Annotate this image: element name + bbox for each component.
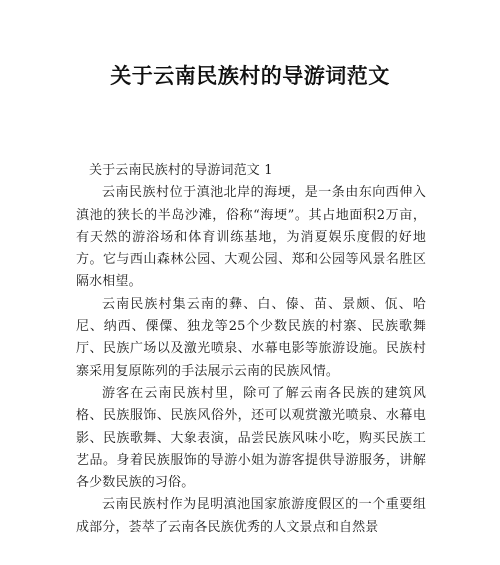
paragraph-location: 云南民族村位于滇池北岸的海埂，是一条由东向西伸入滇池的狭长的半岛沙滩，俗称“海埂”。其占地面积2万亩，有天然的游浴场和体育训练基地，为消夏娱乐度假的好地方。它与西山森林公园、大观公园、郑和公园等风景名胜区隔水相望。 [76, 185, 426, 290]
paragraph-resort-component: 云南民族村作为昆明滇池国家旅游度假区的一个重要组成部分，荟萃了云南各民族优秀的人文景点和自然景 [76, 497, 426, 535]
page-title: 关于云南民族村的导游词范文 [110, 64, 390, 88]
paragraph-villages: 云南民族村集云南的彝、白、傣、苗、景颇、佤、哈尼、纳西、傈僳、独龙等25个少数民族的村寨、民族歌舞厅、民族广场以及激光喷泉、水幕电影等旅游设施。民族村寨采用复原陈列的手法展示云南的民族风情。 [76, 296, 426, 379]
document-body [76, 160, 426, 539]
paragraph-visitor-activities: 游客在云南民族村里，除可了解云南各民族的建筑风格、民族服饰、民族风俗外，还可以观赏激光喷泉、水幕电影、民族歌舞、大象表演，品尝民族风味小吃，购买民族工艺品。身着民族服饰的导游小姐为游客提供导游服务，讲解各少数民族的习俗。 [76, 385, 426, 491]
section-title: 关于云南民族村的导游词范文 1 [89, 163, 273, 178]
